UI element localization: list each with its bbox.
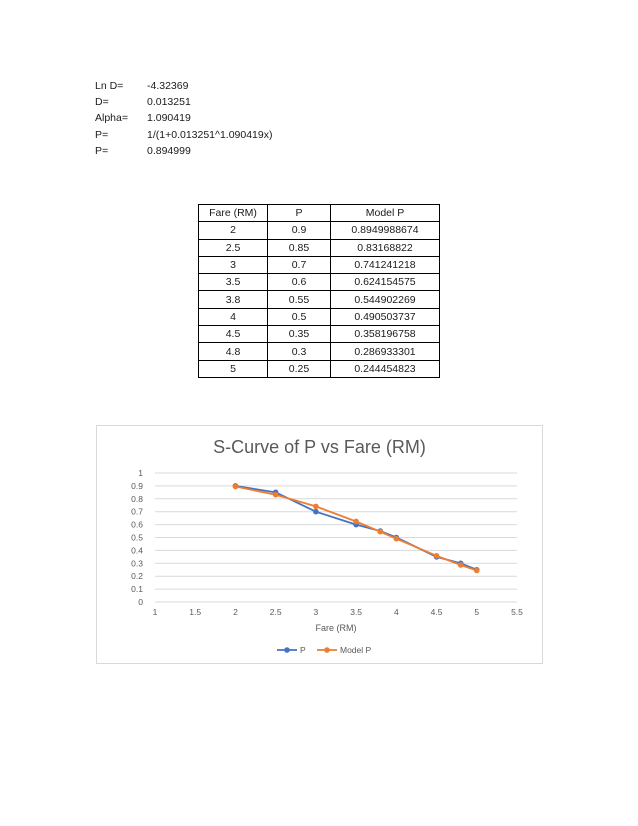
parameter-label: D= — [95, 96, 109, 109]
data-point-model-p — [313, 504, 319, 510]
cell-p: 0.9 — [268, 222, 331, 239]
y-tick-label: 1 — [138, 468, 143, 478]
parameter-label: P= — [95, 128, 109, 141]
parameter-row — [95, 110, 273, 126]
table-body — [199, 222, 440, 378]
parameter-value: 1.090419 — [147, 112, 191, 125]
cell-model-p: 0.244454823 — [331, 360, 440, 377]
cell-fare: 5 — [199, 360, 268, 377]
table-row — [199, 326, 440, 343]
cell-model-p: 0.286933301 — [331, 343, 440, 360]
cell-fare: 2.5 — [199, 239, 268, 256]
x-tick-label: 3.5 — [350, 607, 363, 617]
chart-title: S-Curve of P vs Fare (RM) — [213, 437, 426, 457]
parameter-label: Ln D= — [95, 80, 124, 92]
parameter-value: 0.013251 — [147, 96, 191, 109]
table-row — [199, 291, 440, 308]
y-tick-label: 0.9 — [131, 480, 143, 491]
parameter-label: P= — [95, 144, 109, 157]
legend-label-model-p: Model P — [340, 645, 372, 655]
cell-p: 0.35 — [268, 326, 331, 343]
y-tick-label: 0.2 — [131, 571, 143, 582]
cell-model-p: 0.83168822 — [331, 239, 440, 256]
x-tick-label: 1.5 — [189, 607, 202, 617]
data-point-model-p — [233, 484, 239, 490]
data-point-model-p — [394, 536, 400, 542]
legend-label-p: P — [300, 645, 306, 655]
parameter-row — [95, 94, 273, 110]
cell-p: 0.7 — [268, 256, 331, 273]
cell-p: 0.25 — [268, 360, 331, 377]
y-tick-label: 0.4 — [131, 545, 143, 556]
data-point-p — [313, 509, 319, 515]
parameter-list — [95, 78, 273, 159]
cell-p: 0.55 — [268, 291, 331, 308]
y-tick-label: 0 — [138, 597, 143, 607]
x-tick-label: 4.5 — [430, 607, 443, 617]
cell-model-p: 0.358196758 — [331, 326, 440, 343]
y-tick-label: 0.7 — [131, 506, 143, 517]
y-tick-label: 0.6 — [131, 519, 143, 530]
y-tick-label: 0.1 — [131, 584, 143, 595]
parameter-row — [95, 127, 273, 143]
table-row — [199, 274, 440, 291]
cell-model-p: 0.741241218 — [331, 256, 440, 273]
x-tick-label: 3 — [313, 607, 319, 617]
y-tick-label: 0.3 — [131, 558, 143, 569]
table-row — [199, 222, 440, 239]
x-tick-label: 4 — [393, 607, 399, 617]
parameter-row — [95, 143, 273, 159]
cell-fare: 4.5 — [199, 326, 268, 343]
cell-model-p: 0.8949988674 — [331, 222, 440, 239]
data-point-model-p — [434, 553, 440, 559]
x-tick-label: 5 — [474, 607, 480, 617]
table-header-row — [199, 205, 440, 222]
x-tick-label: 1 — [152, 607, 158, 617]
cell-fare: 3.5 — [199, 274, 268, 291]
x-tick-label: 2.5 — [269, 607, 282, 617]
legend-marker-model-p — [324, 647, 330, 653]
table-row — [199, 360, 440, 377]
parameter-value: -4.32369 — [147, 80, 189, 92]
column-header-fare: Fare (RM) — [199, 205, 268, 222]
cell-p: 0.5 — [268, 308, 331, 325]
legend-marker-p — [284, 647, 290, 653]
cell-model-p: 0.544902269 — [331, 291, 440, 308]
y-tick-label: 0.8 — [131, 493, 143, 504]
cell-p: 0.85 — [268, 239, 331, 256]
x-tick-label: 5.5 — [511, 607, 523, 617]
chart-svg — [97, 426, 542, 663]
y-tick-label: 0.5 — [131, 532, 143, 543]
cell-model-p: 0.624154575 — [331, 274, 440, 291]
s-curve-chart — [96, 425, 543, 664]
column-header-model-p: Model P — [331, 205, 440, 222]
data-point-model-p — [273, 492, 279, 498]
cell-fare: 4.8 — [199, 343, 268, 360]
data-point-model-p — [377, 529, 383, 535]
table-row — [199, 308, 440, 325]
fare-probability-table — [198, 204, 440, 378]
cell-fare: 3 — [199, 256, 268, 273]
cell-model-p: 0.490503737 — [331, 308, 440, 325]
parameter-label: Alpha= — [95, 112, 128, 125]
cell-p: 0.3 — [268, 343, 331, 360]
cell-fare: 4 — [199, 308, 268, 325]
data-point-model-p — [458, 562, 464, 568]
parameter-value: 0.894999 — [147, 144, 191, 157]
parameter-row — [95, 78, 273, 94]
column-header-p: P — [268, 205, 331, 222]
x-axis-label: Fare (RM) — [315, 623, 357, 633]
table-row — [199, 239, 440, 256]
cell-fare: 3.8 — [199, 291, 268, 308]
cell-p: 0.6 — [268, 274, 331, 291]
data-point-model-p — [353, 519, 359, 525]
table-row — [199, 256, 440, 273]
table-row — [199, 343, 440, 360]
parameter-value: 1/(1+0.013251^1.090419x) — [147, 128, 273, 141]
cell-fare: 2 — [199, 222, 268, 239]
data-point-model-p — [474, 568, 480, 574]
x-tick-label: 2 — [233, 607, 238, 617]
